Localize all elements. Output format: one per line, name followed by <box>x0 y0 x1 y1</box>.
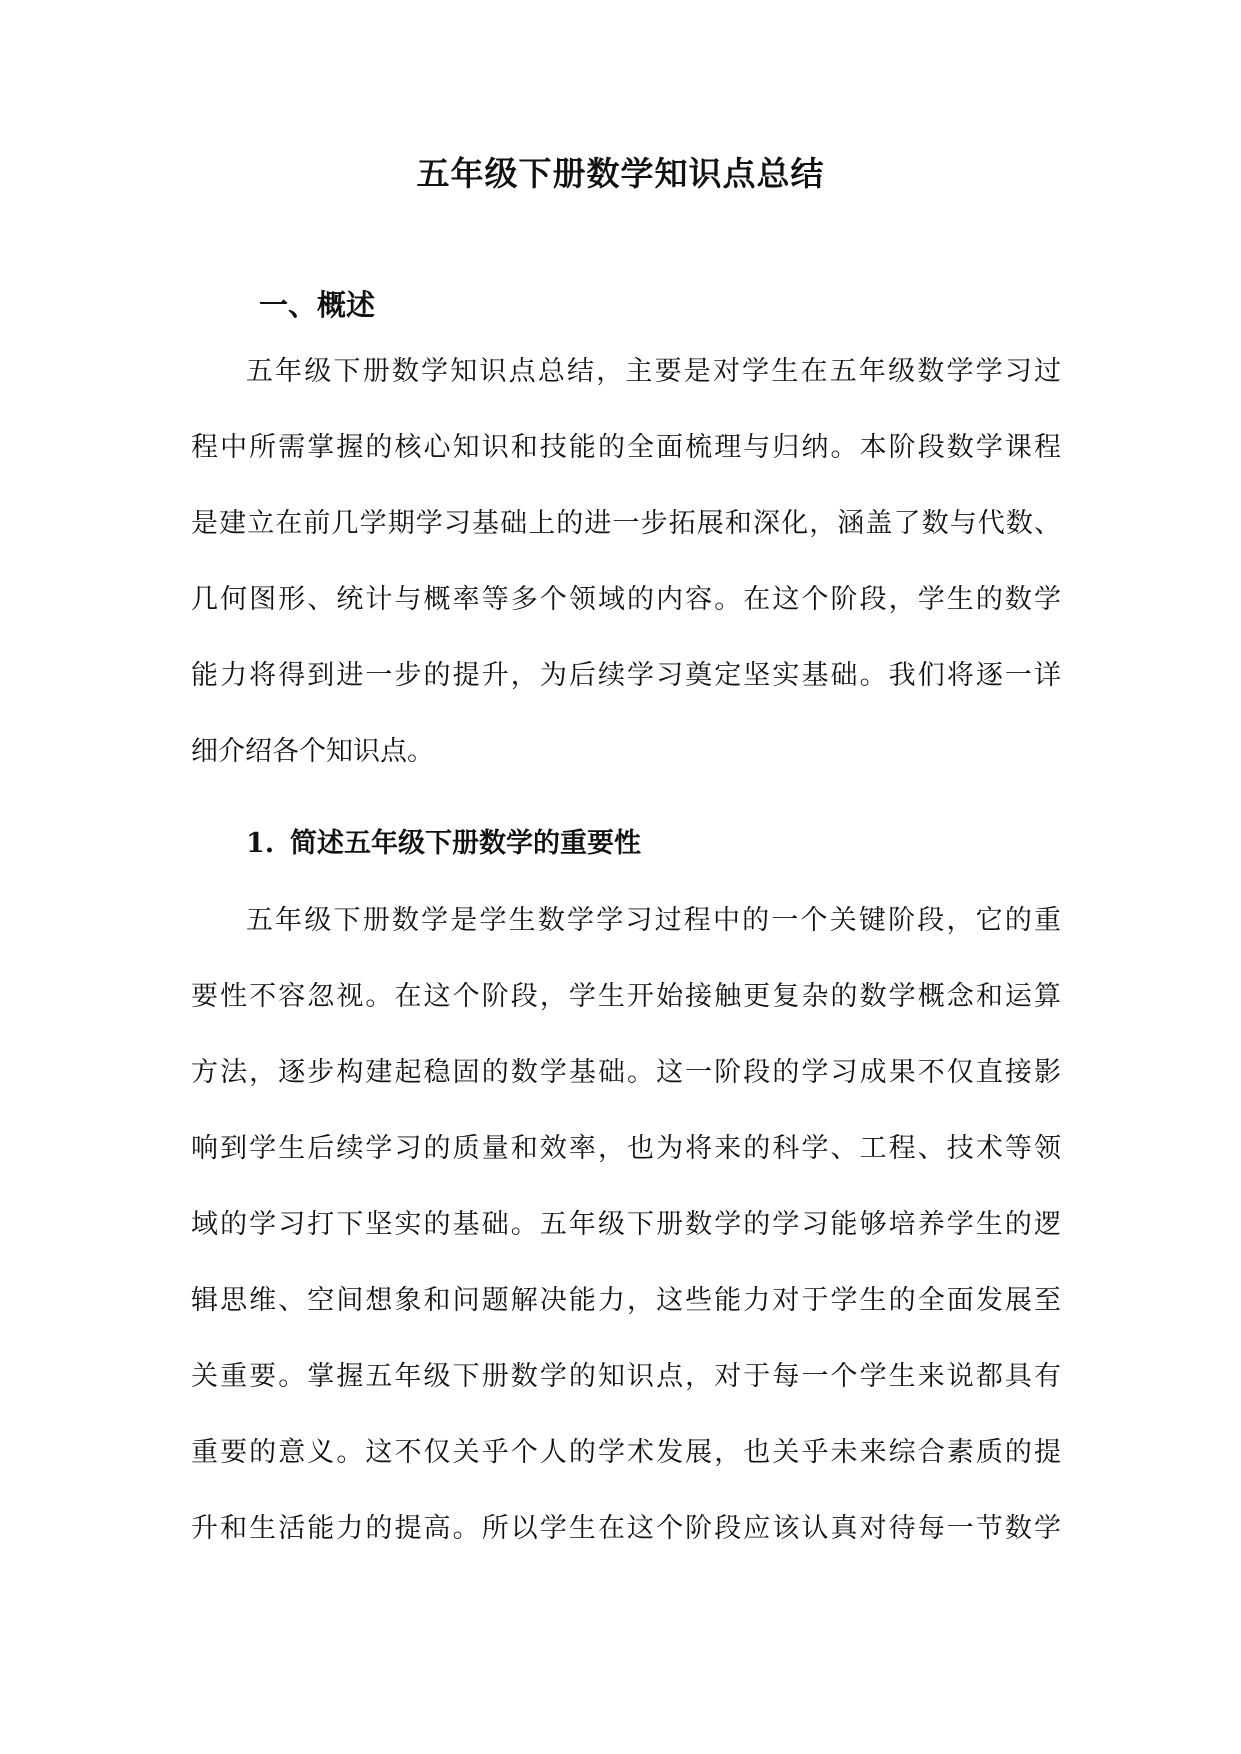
paragraph-line: 细介绍各个知识点。 <box>191 736 434 767</box>
paragraph-line: 五年级下册数学知识点总结，主要是对学生在五年级数学学习过 <box>246 356 1061 387</box>
subsection-number: 1. <box>246 828 275 859</box>
paragraph-line: 是建立在前几学期学习基础上的进一步拓展和深化，涵盖了数与代数、 <box>191 508 1061 539</box>
subsection-heading-importance <box>246 824 641 864</box>
paragraph-line: 域的学习打下坚实的基础。五年级下册数学的学习能够培养学生的逻 <box>191 1209 1061 1240</box>
overview-paragraph <box>191 334 1061 790</box>
paragraph-line: 升和生活能力的提高。所以学生在这个阶段应该认真对待每一节数学 <box>191 1513 1061 1544</box>
paragraph-line: 五年级下册数学是学生数学学习过程中的一个关键阶段，它的重 <box>246 905 1061 936</box>
importance-paragraph <box>191 883 1061 1567</box>
paragraph-line: 几何图形、统计与概率等多个领域的内容。在这个阶段，学生的数学 <box>191 584 1061 615</box>
paragraph-line: 响到学生后续学习的质量和效率，也为将来的科学、工程、技术等领 <box>191 1133 1061 1164</box>
paragraph-line: 要性不容忽视。在这个阶段，学生开始接触更复杂的数学概念和运算 <box>191 981 1061 1012</box>
paragraph-line: 辑思维、空间想象和问题解决能力，这些能力对于学生的全面发展至 <box>191 1285 1061 1316</box>
paragraph-line: 方法，逐步构建起稳固的数学基础。这一阶段的学习成果不仅直接影 <box>191 1057 1061 1088</box>
subsection-title: 简述五年级下册数学的重要性 <box>290 828 641 859</box>
paragraph-line: 重要的意义。这不仅关乎个人的学术发展，也关乎未来综合素质的提 <box>191 1437 1061 1468</box>
paragraph-line: 程中所需掌握的核心知识和技能的全面梳理与归纳。本阶段数学课程 <box>191 432 1061 463</box>
paragraph-line: 关重要。掌握五年级下册数学的知识点，对于每一个学生来说都具有 <box>191 1361 1061 1392</box>
paragraph-line: 能力将得到进一步的提升，为后续学习奠定坚实基础。我们将逐一详 <box>191 660 1061 691</box>
section-heading-overview: 一、概述 <box>259 288 376 322</box>
document-title: 五年级下册数学知识点总结 <box>416 154 825 193</box>
